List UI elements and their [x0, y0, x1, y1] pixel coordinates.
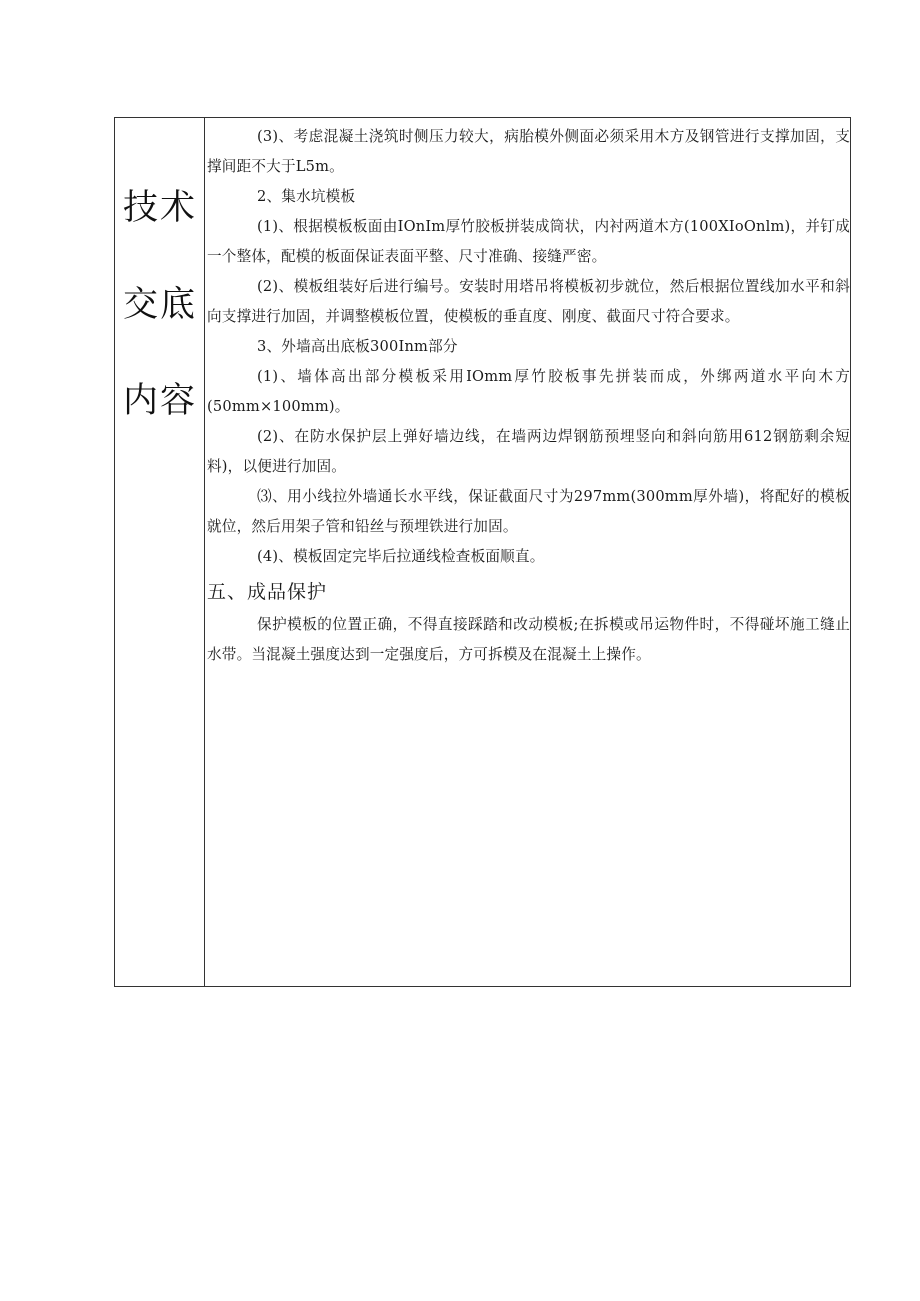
paragraph-wall-4: (4)、模板固定完毕后拉通线检查板面顺直。	[257, 548, 545, 565]
paragraph-wall-2: (2)、在防水保护层上弹好墙边线，在墙两边焊钢筋预埋竖向和斜向筋用612钢筋剩余短料)，以便进行加固。	[207, 428, 850, 475]
section-label-cell	[115, 118, 205, 986]
paragraph-protection: 保护模板的位置正确，不得直接踩踏和改动模板;在拆模或吊运物件时，不得碰坏施工缝止水带。当混凝土强度达到一定强度后，方可拆模及在混凝土上操作。	[207, 616, 850, 663]
subheading-outer-wall: 3、外墙高出底板300Inm部分	[257, 338, 458, 355]
section-label-line-3: 内容	[122, 381, 197, 421]
paragraph-wall-1: (1)、墙体高出部分模板采用IOmm厚竹胶板事先拼装而成，外绑两道水平向木方(50mm×100mm)。	[207, 368, 850, 415]
paragraph-wall-3: ⑶、用小线拉外墙通长水平线，保证截面尺寸为297mm(300mm厚外墙)，将配好的模板就位，然后用架子管和铅丝与预埋铁进行加固。	[207, 488, 850, 535]
section-label-line-1: 技术	[122, 188, 197, 228]
disclosure-table	[114, 117, 851, 987]
subheading-sump-formwork: 2、集水坑模板	[257, 188, 356, 205]
paragraph-sump-2: (2)、模板组装好后进行编号。安装时用塔吊将模板初步就位，然后根据位置线加水平和斜向支撑进行加固，并调整模板位置，使模板的垂直度、刚度、截面尺寸符合要求。	[207, 278, 850, 325]
content-cell	[205, 118, 850, 986]
section-label-line-2: 交底	[122, 285, 197, 325]
paragraph-support: (3)、考虑混凝土浇筑时侧压力较大，病胎模外侧面必须采用木方及钢管进行支撑加固，支撑间距不大于L5m。	[207, 128, 850, 175]
paragraph-sump-1: (1)、根据模板板面由IOnIm厚竹胶板拼装成筒状，内衬两道木方(100XIoOnlm)，并钉成一个整体，配模的板面保证表面平整、尺寸准确、接缝严密。	[207, 218, 850, 265]
heading-product-protection: 五、成品保护	[207, 581, 328, 603]
